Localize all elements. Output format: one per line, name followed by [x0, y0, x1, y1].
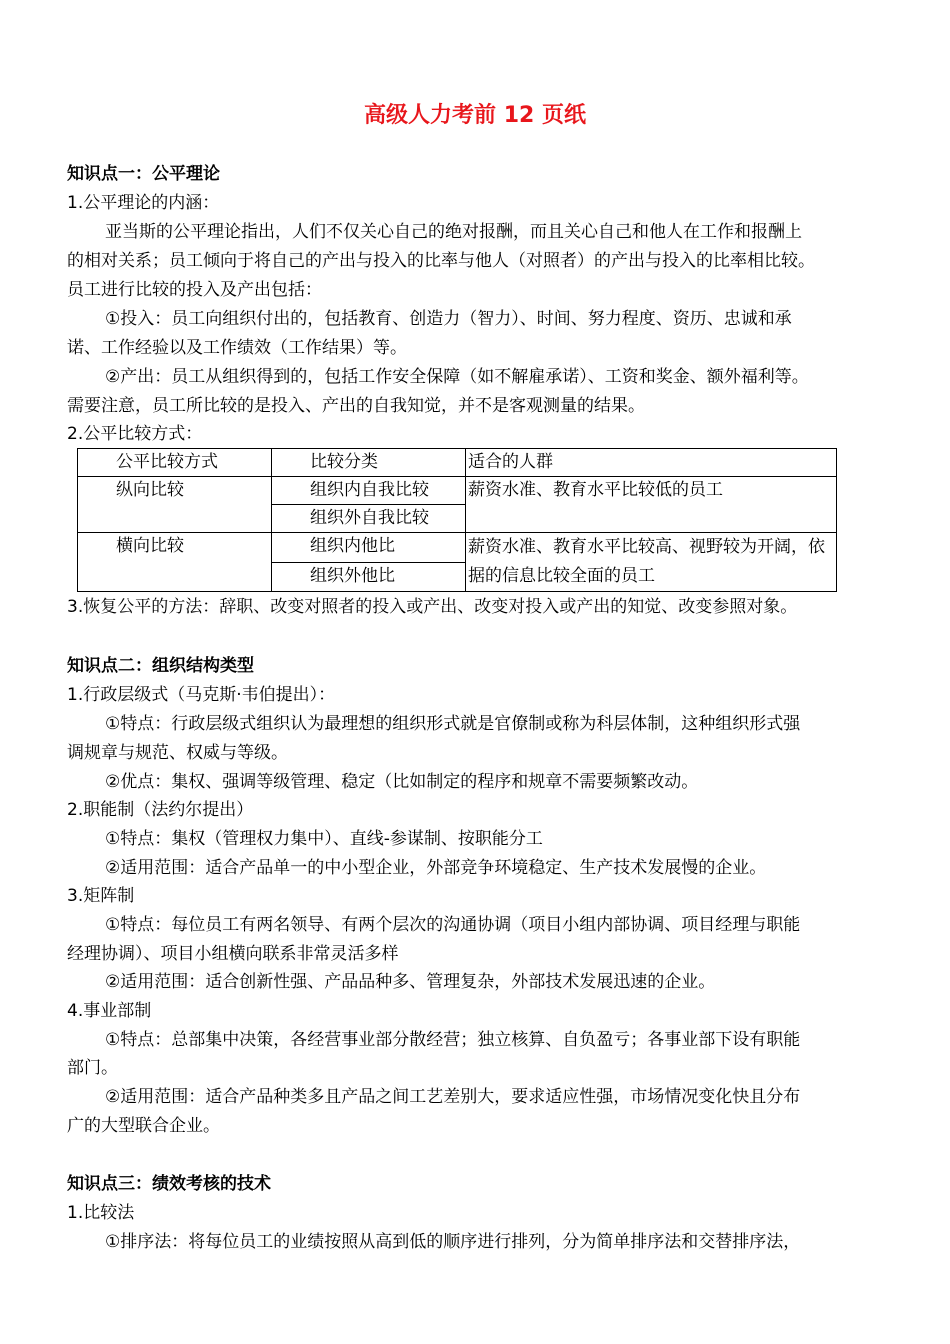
paragraph-line: 1.行政层级式（马克斯·韦伯提出）： — [67, 685, 336, 705]
table-header-cell: 适合的人群 — [466, 449, 837, 477]
paragraph-line: ②适用范围：适合产品单一的中小型企业，外部竞争环境稳定、生产技术发展慢的企业。 — [105, 858, 767, 878]
table-header-row — [78, 449, 837, 477]
paragraph-line: 诺、工作经验以及工作绩效（工作结果）等。 — [67, 338, 407, 358]
table-cell-group: 薪资水准、教育水平比较低的员工 — [466, 477, 837, 533]
table-cell: 组织内他比 — [272, 533, 466, 563]
paragraph-line: ②产出：员工从组织得到的，包括工作安全保障（如不解雇承诺）、工资和奖金、额外福利等。 — [105, 367, 809, 387]
paragraph-line: ②适用范围：适合产品种类多且产品之间工艺差别大，要求适应性强，市场情况变化快且分布 — [105, 1087, 801, 1107]
table-header-cell: 比较分类 — [272, 449, 466, 477]
table-cell-horizontal: 横向比较 — [78, 533, 272, 592]
paragraph-line: ①特点：每位员工有两名领导、有两个层次的沟通协调（项目小组内部协调、项目经理与职能 — [105, 915, 801, 935]
paragraph-line: 调规章与规范、权威与等级。 — [67, 743, 288, 763]
section2-heading: 知识点二：组织结构类型 — [67, 656, 254, 676]
table-row — [78, 477, 837, 505]
table-cell: 组织外他比 — [272, 562, 466, 592]
paragraph-line: 1.比较法 — [67, 1203, 135, 1223]
paragraph-line: 的相对关系；员工倾向于将自己的产出与投入的比率与他人（对照者）的产出与投入的比率相比较。 — [67, 251, 815, 271]
paragraph-line: ①特点：集权（管理权力集中）、直线-参谋制、按职能分工 — [105, 829, 543, 849]
table-cell: 组织外自我比较 — [272, 505, 466, 533]
paragraph-line: ①特点：总部集中决策，各经营事业部分散经营；独立核算、自负盈亏；各事业部下设有职能 — [105, 1030, 801, 1050]
paragraph-line: 3.矩阵制 — [67, 886, 135, 906]
paragraph-line: 2.公平比较方式： — [67, 424, 203, 444]
paragraph-line: 需要注意，员工所比较的是投入、产出的自我知觉，并不是客观测量的结果。 — [67, 396, 645, 416]
page-title: 高级人力考前 12 页纸 — [364, 103, 586, 128]
paragraph-line: 员工进行比较的投入及产出包括： — [67, 280, 322, 300]
paragraph-line: 亚当斯的公平理论指出，人们不仅关心自己的绝对报酬，而且关心自己和他人在工作和报酬上 — [105, 222, 802, 242]
table-cell: 组织内自我比较 — [272, 477, 466, 505]
paragraph-line: 经理协调）、项目小组横向联系非常灵活多样 — [67, 944, 399, 964]
paragraph-line: 部门。 — [67, 1058, 118, 1078]
section3-heading: 知识点三：绩效考核的技术 — [67, 1174, 271, 1194]
paragraph-line: 1.公平理论的内涵： — [67, 193, 220, 213]
equity-comparison-table — [77, 448, 837, 592]
paragraph-line: ①排序法：将每位员工的业绩按照从高到低的顺序进行排列，分为简单排序法和交替排序法， — [105, 1232, 801, 1252]
paragraph-line: 3.恢复公平的方法：辞职、改变对照者的投入或产出、改变对投入或产出的知觉、改变参照对象。 — [67, 597, 798, 617]
table-cell-vertical: 纵向比较 — [78, 477, 272, 533]
table-header-cell: 公平比较方式 — [78, 449, 272, 477]
table-cell-group: 薪资水准、教育水平比较高、视野较为开阔，依据的信息比较全面的员工 — [466, 533, 837, 592]
paragraph-line: ②优点：集权、强调等级管理、稳定（比如制定的程序和规章不需要频繁改动。 — [105, 772, 699, 792]
paragraph-line: ①特点：行政层级式组织认为最理想的组织形式就是官僚制或称为科层体制，这种组织形式强 — [105, 714, 801, 734]
paragraph-line: ①投入：员工向组织付出的，包括教育、创造力（智力）、时间、努力程度、资历、忠诚和承 — [105, 309, 792, 329]
paragraph-line: 4.事业部制 — [67, 1001, 152, 1021]
paragraph-line: 广的大型联合企业。 — [67, 1116, 220, 1136]
paragraph-line: ②适用范围：适合创新性强、产品品种多、管理复杂，外部技术发展迅速的企业。 — [105, 972, 716, 992]
table-row — [78, 533, 837, 563]
paragraph-line: 2.职能制（法约尔提出） — [67, 800, 254, 820]
section1-heading: 知识点一：公平理论 — [67, 164, 220, 184]
